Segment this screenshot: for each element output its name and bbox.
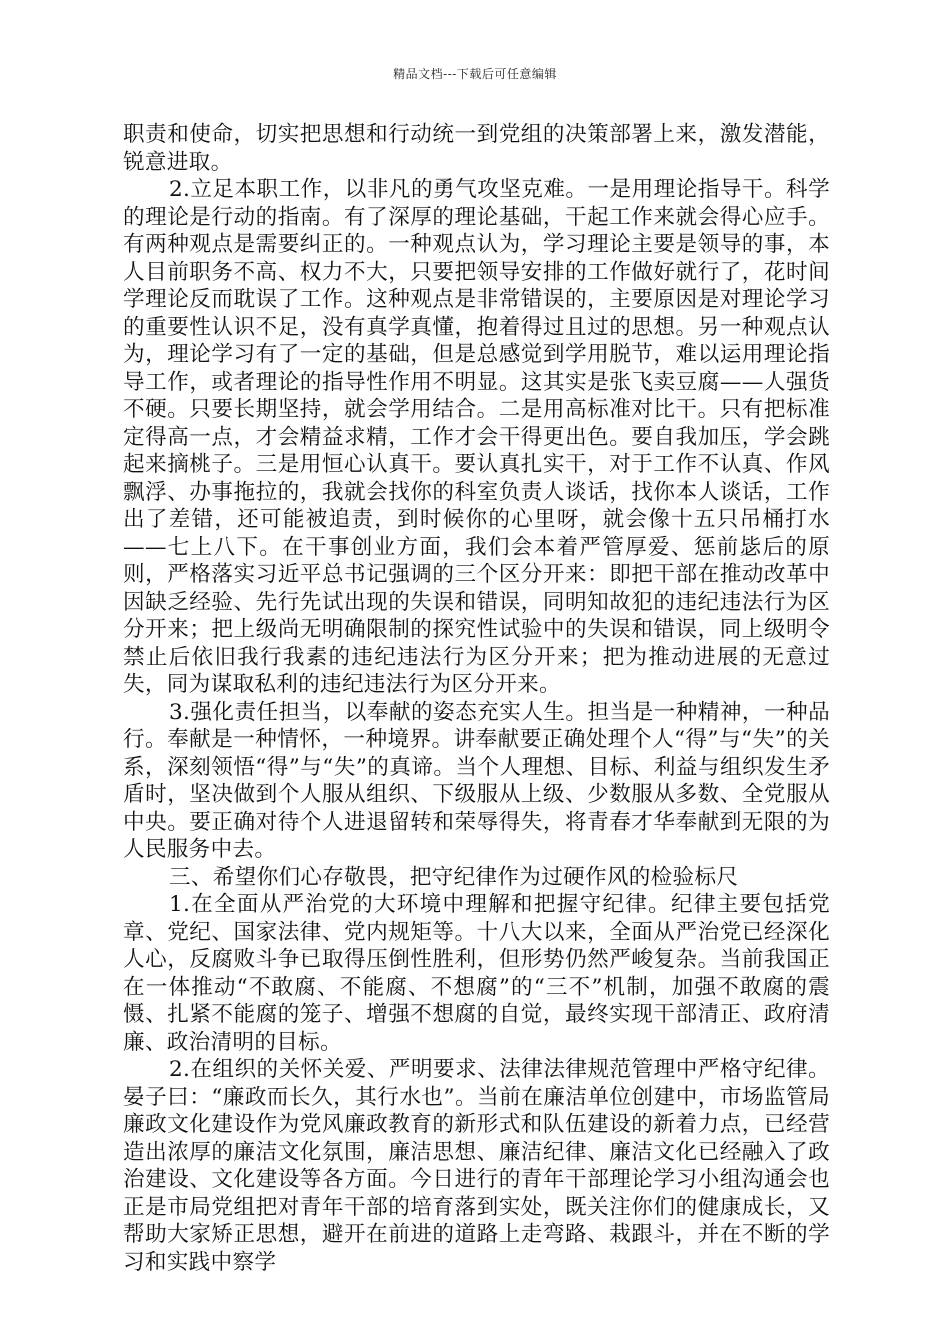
paragraph-item-3: 3.强化责任担当，以奉献的姿态充实人生。担当是一种精神，一种品行。奉献是一种情怀，一种境界。讲奉献要正确处理个人“得”与“失”的关系，深刻领悟“得”与“失”的真谛。当个人理想、目标、利益与组织发生矛盾时，坚决做到个人服从组织、下级服从上级、少数服从多数、全党服从中央。要正确对待个人进退留转和荣辱得失，将青春才华奉献到无限的为人民服务中去。 <box>123 699 830 862</box>
paragraph-item-2: 2.立足本职工作，以非凡的勇气攻坚克难。一是用理论指导干。科学的理论是行动的指南。有了深厚的理论基础，干起工作来就会得心应手。有两种观点是需要纠正的。一种观点认为，学习理论主要是领导的事，本人目前职务不高、权力不大，只要把领导安排的工作做好就行了，花时间学理论反而耽误了工作。这种观点是非常错误的，主要原因是对理论学习的重要性认识不足，没有真学真懂，抱着得过且过的思想。另一种观点认为，理论学习有了一定的基础，但是总感觉到学用脱节，难以运用理论指导工作，或者理论的指导性作用不明显。这其实是张飞卖豆腐——人强货不硬。只要长期坚持，就会学用结合。二是用高标准对比干。只有把标准定得高一点，才会精益求精，工作才会干得更出色。要自我加压，学会跳起来摘桃子。三是用恒心认真干。要认真扎实干，对于工作不认真、作风飘浮、办事拖拉的，我就会找你的科室负责人谈话，找你本人谈话，工作出了差错，还可能被追责，到时候你的心里呀，就会像十五只吊桶打水——七上八下。在干事创业方面，我们会本着严管厚爱、惩前毖后的原则，严格落实习近平总书记强调的三个区分开来：即把干部在推动改革中因缺乏经验、先行先试出现的失误和错误，同明知故犯的违纪违法行为区分开来；把上级尚无明确限制的探究性试验中的失误和错误，同上级明令禁止后依旧我行我素的违纪违法行为区分开来；把为推动进展的无意过失，同为谋取私利的违纪违法行为区分开来。 <box>123 177 830 697</box>
page-header: 精品文档---下载后可任意编辑 <box>393 67 557 81</box>
paragraph-section3-item-2: 2.在组织的关怀关爱、严明要求、法律法律规范管理中严格守纪律。晏子曰：“廉政而长久，其行水也”。当前在廉洁单位创建中，市场监管局廉政文化建设作为党风廉政教育的新形式和队伍建设的新着力点，已经营造出浓厚的廉洁文化氛围，廉洁思想、廉洁纪律、廉洁文化已经融入了政治建设、文化建设等各方面。今日进行的青年干部理论学习小组沟通会也正是市局党组把对青年干部的培育落到实处，既关注你们的健康成长，又帮助大家矫正思想，避开在前进的道路上走弯路、栽跟斗，并在不断的学习和实践中察学 <box>123 1057 830 1275</box>
paragraph-continuation: 职责和使命，切实把思想和行动统一到党组的决策部署上来，激发潜能，锐意进取。 <box>123 122 830 175</box>
section-heading-3: 三、希望你们心存敬畏，把守纪律作为过硬作风的检验标尺 <box>169 864 739 890</box>
document-body <box>123 121 830 1276</box>
paragraph-section3-item-1: 1.在全面从严治党的大环境中理解和把握守纪律。纪律主要包括党章、党纪、国家法律、党内规矩等。十八大以来，全面从严治党已经深化人心，反腐败斗争已取得压倒性胜利，但形势仍然严峻复杂。当前我国正在一体推动“不敢腐、不能腐、不想腐”的“三不”机制，加强不敢腐的震慑、扎紧不能腐的笼子、增强不想腐的自觉，最终实现干部清正、政府清廉、政治清明的目标。 <box>123 892 830 1055</box>
